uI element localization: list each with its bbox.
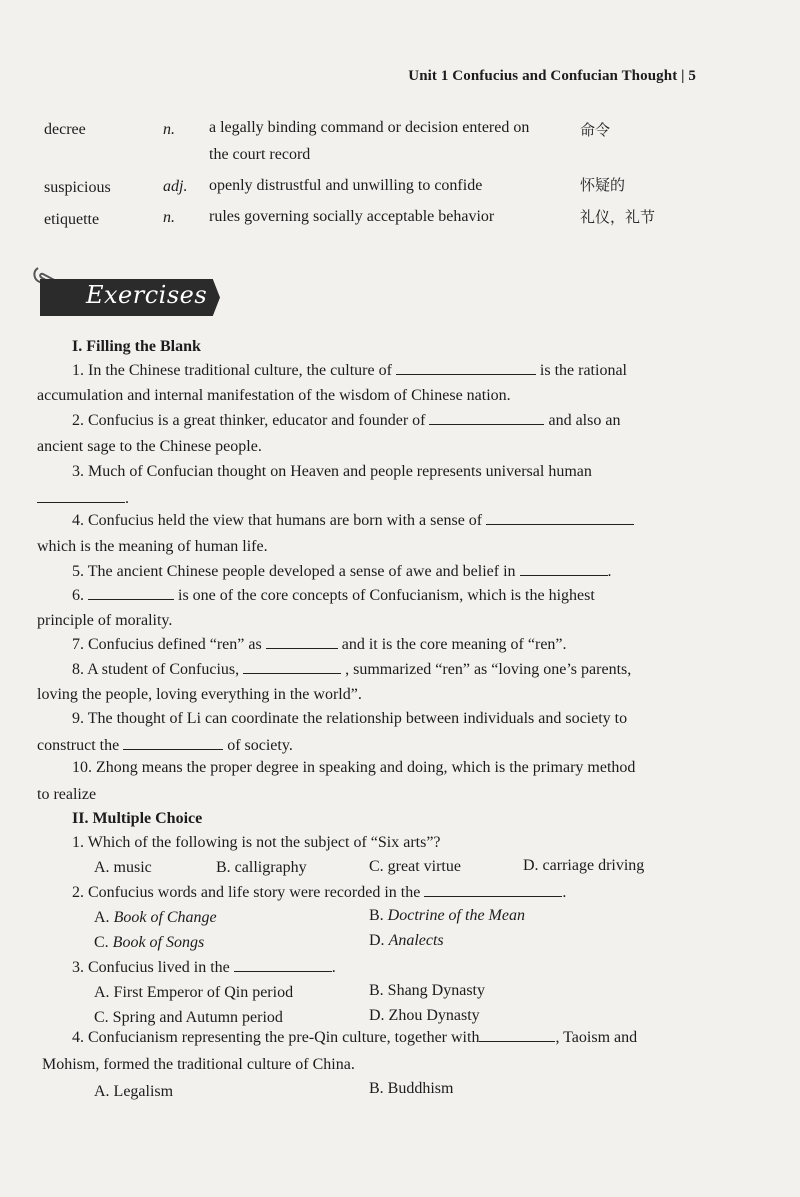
option-b: B. Shang Dynasty bbox=[369, 982, 485, 999]
question-text: and it is the core meaning of “ren”. bbox=[341, 636, 567, 653]
question-text: 2. Confucius is a great thinker, educator and founder of bbox=[72, 412, 426, 429]
option-b: B. calligraphy bbox=[216, 859, 307, 876]
question-line bbox=[72, 587, 595, 605]
question-line-cont: accumulation and internal manifestation of the wisdom of Chinese nation. bbox=[37, 387, 511, 404]
option-c: C. Spring and Autumn period bbox=[94, 1009, 283, 1026]
question-line bbox=[72, 512, 634, 530]
running-header: Unit 1 Confucius and Confucian Thought | 5 bbox=[408, 68, 696, 84]
question-line bbox=[72, 636, 567, 654]
answer-blank bbox=[486, 512, 634, 525]
question-line-cont bbox=[37, 490, 129, 508]
question-text: . bbox=[562, 884, 567, 901]
question-line bbox=[72, 1029, 637, 1047]
question-text: is one of the core concepts of Confucianism, which is the highest bbox=[178, 587, 595, 604]
question-text: 8. A student of Confucius, bbox=[72, 661, 240, 678]
vocab-chinese: 怀疑的 bbox=[580, 176, 626, 194]
option-b: B. Buddhism bbox=[369, 1080, 454, 1097]
vocab-pos: n. bbox=[163, 121, 175, 138]
question-text: to realize bbox=[37, 786, 97, 803]
question-line: 9. The thought of Li can coordinate the relationship between individuals and society to bbox=[72, 710, 628, 727]
question-line bbox=[72, 959, 336, 977]
option-text: Book of Songs bbox=[112, 934, 205, 951]
answer-blank bbox=[266, 636, 338, 649]
vocab-pos: adj. bbox=[163, 178, 188, 195]
question-line-cont bbox=[37, 737, 293, 755]
question-line: 1. Which of the following is not the subject of “Six arts”? bbox=[72, 834, 441, 851]
vocab-word: etiquette bbox=[44, 211, 100, 228]
answer-blank bbox=[37, 490, 125, 503]
question-text: 2. Confucius words and life story were recorded in the bbox=[72, 884, 421, 901]
vocab-chinese: 命令 bbox=[580, 121, 611, 139]
option-text: Book of Change bbox=[113, 909, 217, 926]
answer-blank bbox=[234, 959, 332, 972]
option-a: A. First Emperor of Qin period bbox=[94, 984, 294, 1001]
option-a: A. music bbox=[94, 859, 152, 876]
question-line bbox=[72, 661, 631, 679]
question-text: 6. bbox=[72, 587, 84, 604]
question-text: construct the bbox=[37, 737, 120, 754]
vocab-definition: rules governing socially acceptable behavior bbox=[209, 208, 495, 225]
vocab-word: suspicious bbox=[44, 179, 111, 196]
answer-blank bbox=[479, 1029, 555, 1042]
answer-blank bbox=[424, 884, 562, 897]
question-line: 3. Much of Confucian thought on Heaven and people represents universal human bbox=[72, 463, 592, 480]
vocab-definition-cont: the court record bbox=[209, 146, 311, 163]
answer-blank bbox=[396, 362, 536, 375]
option-d: D. Zhou Dynasty bbox=[369, 1007, 480, 1024]
question-text: and also an bbox=[548, 412, 621, 429]
question-line-cont: which is the meaning of human life. bbox=[37, 538, 268, 555]
question-text: . bbox=[607, 563, 612, 580]
vocab-definition: a legally binding command or decision entered on bbox=[209, 119, 530, 136]
answer-blank bbox=[123, 737, 223, 750]
option-a bbox=[94, 909, 217, 927]
answer-blank bbox=[429, 412, 544, 425]
answer-blank bbox=[88, 587, 174, 600]
question-line-cont: principle of morality. bbox=[37, 612, 173, 629]
vocab-pos: n. bbox=[163, 209, 175, 226]
answer-blank bbox=[520, 563, 608, 576]
question-line bbox=[72, 563, 612, 581]
option-d bbox=[369, 932, 444, 950]
question-text: 3. Confucius lived in the bbox=[72, 959, 230, 976]
vocab-chinese: 礼仪，礼节 bbox=[580, 208, 656, 226]
question-text: , Taoism and bbox=[555, 1029, 638, 1046]
banner-label: Exercises bbox=[86, 281, 208, 309]
question-text: , summarized “ren” as “loving one’s parents, bbox=[345, 661, 632, 678]
question-text: 1. In the Chinese traditional culture, the culture of bbox=[72, 362, 392, 379]
option-a: A. Legalism bbox=[94, 1083, 174, 1100]
question-text: . bbox=[125, 490, 129, 507]
option-letter: D. bbox=[369, 932, 385, 949]
question-text: 7. Confucius defined “ren” as bbox=[72, 636, 262, 653]
question-text: is the rational bbox=[539, 362, 627, 379]
answer-blank bbox=[243, 661, 341, 674]
question-text: 4. Confucius held the view that humans are born with a sense of bbox=[72, 512, 483, 529]
option-c bbox=[94, 934, 204, 952]
option-d: D. carriage driving bbox=[523, 857, 645, 874]
question-text: of society. bbox=[227, 737, 293, 754]
question-text: . bbox=[331, 959, 336, 976]
option-letter: A. bbox=[94, 909, 110, 926]
section-title-multiple-choice: II. Multiple Choice bbox=[72, 810, 203, 827]
question-text: 4. Confucianism representing the pre-Qin culture, together with bbox=[72, 1029, 480, 1046]
vocab-definition: openly distrustful and unwilling to confide bbox=[209, 177, 483, 194]
option-letter: C. bbox=[94, 934, 109, 951]
question-line bbox=[72, 884, 566, 902]
question-line: 10. Zhong means the proper degree in speaking and doing, which is the primary method bbox=[72, 759, 636, 776]
question-line-cont: loving the people, loving everything in the world”. bbox=[37, 686, 362, 703]
option-c: C. great virtue bbox=[369, 858, 461, 875]
option-text: Analects bbox=[388, 932, 444, 949]
question-text: 5. The ancient Chinese people developed a sense of awe and belief in bbox=[72, 563, 516, 580]
question-line bbox=[72, 412, 620, 430]
exercises-banner bbox=[40, 279, 220, 316]
option-letter: B. bbox=[369, 907, 384, 924]
vocab-word: decree bbox=[44, 121, 86, 138]
question-line-cont bbox=[37, 786, 96, 804]
question-line-cont: ancient sage to the Chinese people. bbox=[37, 438, 262, 455]
section-title-filling-blank: I. Filling the Blank bbox=[72, 338, 201, 355]
option-text: Doctrine of the Mean bbox=[387, 907, 525, 924]
question-line bbox=[72, 362, 627, 380]
question-line-cont: Mohism, formed the traditional culture of China. bbox=[42, 1056, 355, 1073]
option-b bbox=[369, 907, 525, 925]
